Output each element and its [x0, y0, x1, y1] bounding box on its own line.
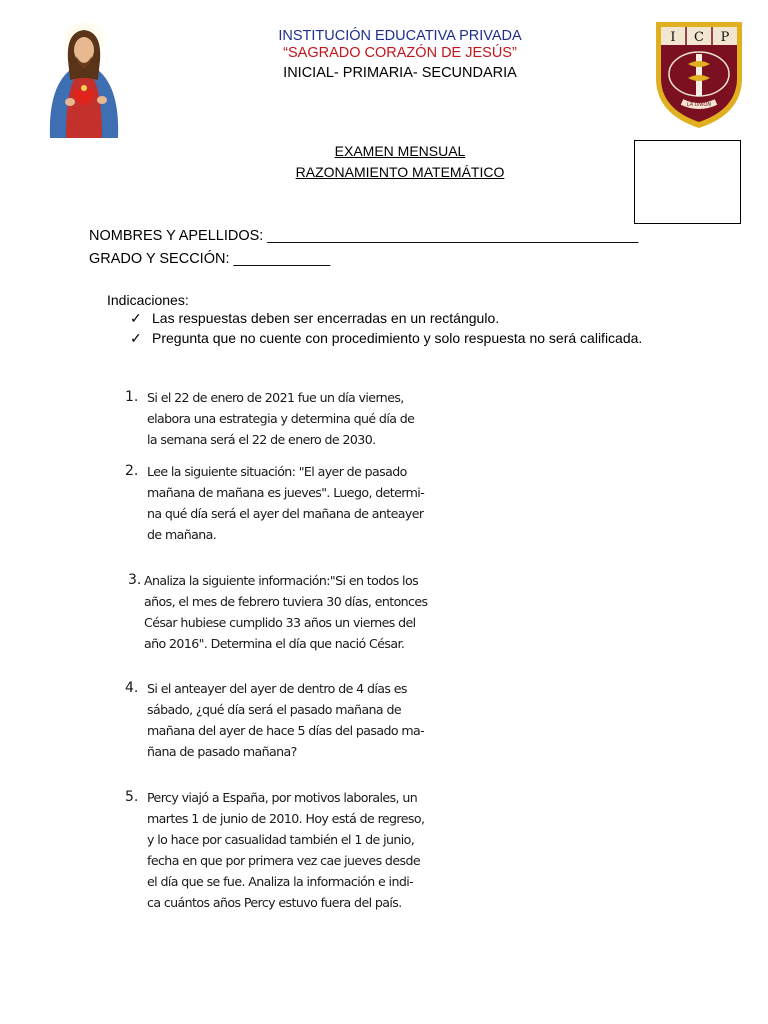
grade-field: GRADO Y SECCIÓN: ____________	[89, 251, 331, 267]
question-number: 3.	[128, 572, 142, 588]
exam-title: EXAMEN MENSUAL	[334, 143, 466, 159]
question-line: y lo hace por casualidad también el 1 de junio,	[147, 832, 415, 847]
question-line: año 2016". Determina el día que nació César.	[144, 636, 405, 651]
svg-text:I: I	[670, 30, 676, 45]
check-icon: ✓	[130, 330, 142, 346]
question-4	[125, 678, 465, 762]
question-line: la semana será el 22 de enero de 2030.	[147, 432, 376, 447]
question-number: 1.	[125, 389, 139, 405]
exam-subject: RAZONAMIENTO MATEMÁTICO	[295, 164, 505, 180]
question-line: mañana del ayer de hace 5 días del pasado ma-	[147, 723, 425, 738]
question-line: mañana de mañana es jueves". Luego, determi-	[147, 485, 425, 500]
question-3	[128, 570, 468, 654]
name-field: NOMBRES Y APELLIDOS: ______________________________________________	[89, 228, 639, 244]
school-crest-logo	[652, 18, 746, 130]
question-number: 4.	[125, 680, 139, 696]
question-line: Analiza la siguiente información:"Si en todos los	[144, 573, 419, 588]
question-line: elabora una estrategia y determina qué día de	[147, 411, 415, 426]
question-line: César hubiese cumplido 33 años un viernes del	[144, 615, 416, 630]
svg-text:P: P	[720, 30, 730, 45]
question-text	[147, 461, 465, 545]
sacred-heart-image	[40, 18, 128, 138]
question-line: sábado, ¿qué día será el pasado mañana de	[147, 702, 402, 717]
school-name: “SAGRADO CORAZÓN DE JESÚS”	[283, 45, 517, 61]
question-line: ñana de pasado mañana?	[147, 744, 297, 759]
instruction-text: Pregunta que no cuente con procedimiento y solo respuesta no será calificada.	[152, 330, 643, 346]
question-2	[125, 461, 465, 545]
school-levels: INICIAL- PRIMARIA- SECUNDARIA	[283, 65, 517, 81]
svg-text:LA UNIÓN: LA UNIÓN	[686, 102, 712, 108]
question-line: Percy viajó a España, por motivos laborales, un	[147, 790, 418, 805]
svg-text:C: C	[694, 30, 704, 45]
question-text	[147, 787, 465, 913]
question-text	[147, 678, 465, 762]
instructions-label: Indicaciones:	[107, 292, 189, 308]
question-line: de mañana.	[147, 527, 217, 542]
instruction-item	[130, 309, 650, 328]
question-number: 2.	[125, 463, 139, 479]
question-line: años, el mes de febrero tuviera 30 días, entonces	[144, 594, 428, 609]
score-box	[634, 140, 741, 224]
question-1	[125, 387, 465, 450]
question-5	[125, 787, 465, 913]
question-line: na qué día será el ayer del mañana de anteayer	[147, 506, 424, 521]
question-line: Si el 22 de enero de 2021 fue un día viernes,	[147, 390, 404, 405]
question-line: Lee la siguiente situación: "El ayer de pasado	[147, 464, 407, 479]
question-number: 5.	[125, 789, 139, 805]
instruction-item	[130, 329, 650, 348]
instruction-text: Las respuestas deben ser encerradas en un rectángulo.	[152, 310, 500, 326]
question-line: martes 1 de junio de 2010. Hoy está de regreso,	[147, 811, 425, 826]
question-text	[144, 570, 468, 654]
school-type: INSTITUCIÓN EDUCATIVA PRIVADA	[278, 28, 522, 44]
question-line: el día que se fue. Analiza la información e indi-	[147, 874, 414, 889]
question-text	[147, 387, 465, 450]
question-line: Si el anteayer del ayer de dentro de 4 días es	[147, 681, 407, 696]
question-line: ca cuántos años Percy estuvo fuera del país.	[147, 895, 402, 910]
check-icon: ✓	[130, 310, 142, 326]
question-line: fecha en que por primera vez cae jueves desde	[147, 853, 420, 868]
